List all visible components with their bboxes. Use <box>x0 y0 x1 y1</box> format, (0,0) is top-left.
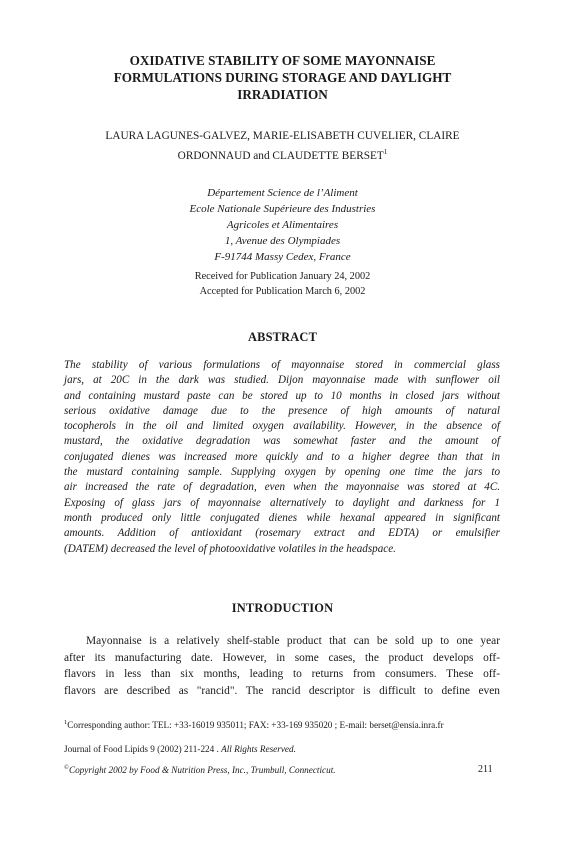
introduction-body <box>64 633 500 699</box>
author-line-text: ORDONNAUD and CLAUDETTE BERSET <box>177 149 384 162</box>
abstract-line: tocopherols in the oil and limited oxygen availability. However, in the absence of <box>64 420 500 433</box>
affiliation-line: Département Science de l’Aliment <box>207 187 358 199</box>
abstract-line: and containing mustard paste can be stored up to 10 months in closed jars without <box>64 389 500 402</box>
abstract-line: Exposing of glass jars of mayonnaise alternatively to daylight and darkness for 1 <box>64 496 500 509</box>
corresponding-author-footnote <box>64 719 444 730</box>
copyright-line <box>64 764 336 775</box>
copyright-text: Copyright 2002 by Food & Nutrition Press, Inc., Trumbull, Connecticut. <box>68 765 336 776</box>
rights-notice: All Rights Reserved. <box>221 744 296 754</box>
title-line: OXIDATIVE STABILITY OF SOME MAYONNAISE <box>129 53 436 68</box>
author-list <box>40 128 525 164</box>
abstract-line: mustard, the oxidative degradation was somewhat faster and the amount of <box>64 435 500 448</box>
affiliation-line: 1, Avenue des Olympiades <box>224 235 341 247</box>
introduction-line: after its manufacturing date. However, in some cases, the product develops off- <box>64 651 500 664</box>
affiliation <box>40 185 525 265</box>
abstract-body <box>64 358 500 557</box>
author-line: LAURA LAGUNES-GALVEZ, MARIE-ELISABETH CUVELIER, CLAIRE <box>105 130 460 142</box>
abstract-heading: ABSTRACT <box>247 330 318 344</box>
introduction-line: Mayonnaise is a relatively shelf-stable product that can be sold up to one year <box>86 635 500 647</box>
footnote-mark: 1 <box>64 719 68 726</box>
abstract-line: amounts. Addition of antioxidant (rosemary extract and EDTA) or emulsifier <box>64 527 500 540</box>
introduction-line: flavors in less than six months, leading to returns from consumers. These off- <box>64 668 500 681</box>
received-date: Received for Publication January 24, 2002 <box>194 271 371 282</box>
abstract-line: (DATEM) decreased the level of photooxidative volatiles in the headspace. <box>64 542 396 555</box>
title-line: FORMULATIONS DURING STORAGE AND DAYLIGHT <box>113 70 452 85</box>
author-line <box>40 144 525 164</box>
footnote-text: Corresponding author: TEL: +33-16019 935011; FAX: +33-169 935020 ; E-mail: berset@ensia.inra.fr <box>67 720 444 731</box>
affiliation-line: Agricoles et Alimentaires <box>226 219 339 231</box>
abstract-line: serious oxidative damage due to the presence of high amounts of natural <box>64 404 500 417</box>
title-line: IRRADIATION <box>237 87 328 102</box>
paper-title <box>40 52 525 103</box>
affiliation-line: Ecole Nationale Supérieure des Industries <box>189 203 376 215</box>
footnote-mark: 1 <box>383 148 388 156</box>
introduction-line: flavors are described as "rancid". The rancid descriptor is difficult to define even <box>64 684 500 697</box>
publication-dates <box>40 270 525 299</box>
abstract-line: The stability of various formulations of mayonnaise stored in commercial glass <box>64 359 500 371</box>
journal-citation <box>64 744 296 754</box>
accepted-date: Accepted for Publication March 6, 2002 <box>199 285 366 297</box>
abstract-line: jars, at 20C in the dark was studied. Dijon mayonnaise made with sunflower oil <box>64 374 500 387</box>
journal-citation-text: Journal of Food Lipids 9 (2002) 211-224 . <box>64 744 222 754</box>
copyright-symbol: © <box>64 764 69 771</box>
abstract-line: month produced only little conjugated dienes while hexanal appeared in significant <box>64 511 500 524</box>
page-number: 211 <box>478 764 493 775</box>
affiliation-line: F-91744 Massy Cedex, France <box>214 251 351 263</box>
abstract-line: air increased the rate of degradation, even when the mayonnaise was stored at 4C. <box>64 481 500 494</box>
introduction-heading: INTRODUCTION <box>231 601 334 615</box>
abstract-line: the mustard containing sample. Supplying oxygen by opening one time the jars to <box>64 466 500 479</box>
abstract-line: conjugated dienes was increased more quickly and to a higher degree than that in <box>64 450 500 463</box>
